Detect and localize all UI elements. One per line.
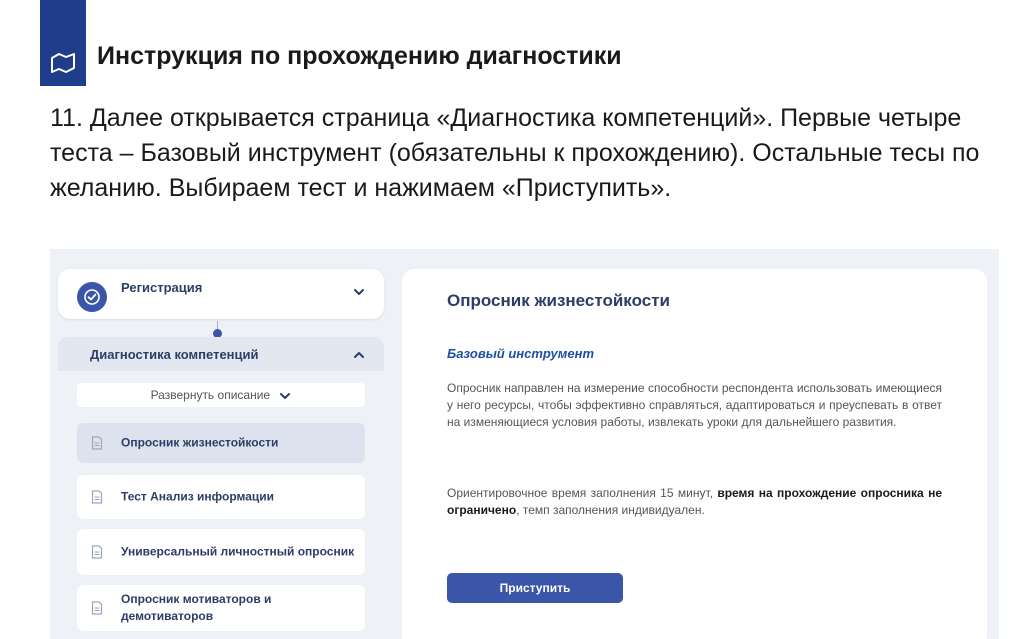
- chevron-down-icon: [279, 390, 291, 402]
- test-time-info: [447, 485, 942, 519]
- app-screenshot: [50, 249, 999, 639]
- test-item-info-analysis[interactable]: [77, 475, 365, 519]
- slide-title: Инструкция по прохождению диагностики: [97, 42, 622, 70]
- test-detail-panel: [402, 269, 987, 639]
- test-item-label: Универсальный личностный опросник: [121, 544, 355, 559]
- diagnostics-label: Диагностика компетенций: [90, 347, 259, 362]
- test-item-label: Тест Анализ информации: [121, 489, 275, 504]
- diagnostics-section-header[interactable]: [58, 337, 384, 371]
- sidebar: [55, 249, 385, 639]
- test-item-motivators[interactable]: [77, 585, 365, 631]
- test-item-label: Опросник мотиваторов и демотиваторов: [121, 592, 272, 623]
- expand-description-label: Развернуть описание: [150, 388, 271, 402]
- document-icon: [91, 545, 103, 559]
- slide-accent-bar: [40, 0, 86, 86]
- chevron-up-icon[interactable]: [352, 348, 366, 362]
- test-item-label: Опросник жизнестойкости: [121, 435, 279, 450]
- test-title: Опросник жизнестойкости: [447, 291, 670, 310]
- registration-label: Регистрация: [121, 280, 203, 295]
- map-icon: [49, 52, 77, 74]
- test-item-resilience[interactable]: [77, 423, 365, 463]
- check-circle-icon: [77, 282, 107, 312]
- registration-step[interactable]: [58, 269, 384, 319]
- start-button[interactable]: Приступить: [447, 573, 623, 603]
- test-category: Базовый инструмент: [447, 346, 595, 361]
- document-icon: [91, 436, 103, 450]
- chevron-down-icon[interactable]: [352, 285, 366, 299]
- test-item-personality[interactable]: [77, 529, 365, 575]
- test-description: Опросник направлен на измерение способности респондента использовать имеющиеся у него ресурсы, чтобы эффективно справляться, адаптироваться и преуспевать в ответ на изменяющиеся условия работы, извлекать уроки для дальнейшего развития.: [447, 381, 942, 429]
- slide-instruction-text: 11. Далее открывается страница «Диагностика компетенций». Первые четыре теста – Базовый инструмент (обязательны к прохождению). Остальные тесы по желанию. Выбираем тест и нажимаем «Приступить».: [50, 104, 980, 202]
- time-suffix: , темп заполнения индивидуален.: [516, 503, 705, 517]
- expand-description-button[interactable]: [77, 383, 365, 407]
- time-prefix: Ориентировочное время заполнения 15 минут,: [447, 486, 713, 500]
- document-icon: [91, 490, 103, 504]
- document-icon: [91, 601, 103, 615]
- time-bold: время на прохождение опросника не ограничено: [447, 486, 942, 517]
